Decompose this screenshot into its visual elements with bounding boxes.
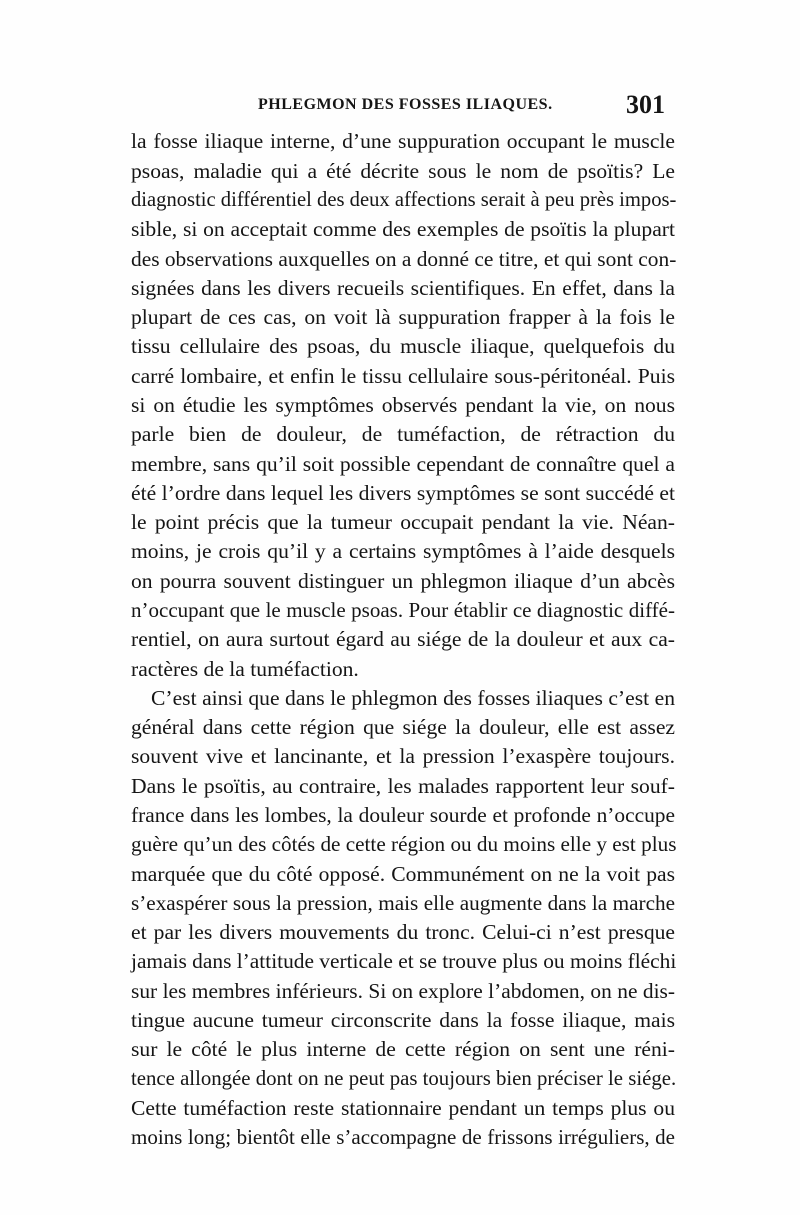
text-line: marquée que du côté opposé. Communément on ne la voit pas: [131, 862, 675, 886]
text-line: souvent vive et lancinante, et la pression l’exaspère toujours.: [131, 744, 675, 768]
text-line: sur le côté le plus interne de cette région on sent une réni-: [131, 1037, 675, 1061]
text-line: tingue aucune tumeur circonscrite dans la fosse iliaque, mais: [131, 1008, 675, 1032]
text-line: n’occupant que le muscle psoas. Pour établir ce diagnostic diffé-: [131, 598, 675, 622]
text-line: été l’ordre dans lequel les divers symptômes se sont succédé et: [131, 481, 675, 505]
text-line: france dans les lombes, la douleur sourde et profonde n’occupe: [131, 803, 675, 827]
running-head: PHLEGMON DES FOSSES ILIAQUES.: [258, 96, 553, 113]
text-line: signées dans les divers recueils scientifiques. En effet, dans la: [131, 276, 675, 300]
text-line: diagnostic différentiel des deux affections serait à peu près impos-: [131, 189, 677, 211]
text-line: on pourra souvent distinguer un phlegmon iliaque d’un abcès: [131, 569, 675, 593]
text-line: la fosse iliaque interne, d’une suppuration occupant le muscle: [131, 129, 675, 153]
text-line: Cette tuméfaction reste stationnaire pendant un temps plus ou: [131, 1096, 675, 1120]
page-number: 301: [626, 90, 665, 119]
text-line: Dans le psoïtis, au contraire, les malades rapportent leur souf-: [131, 774, 675, 798]
text-line: guère qu’un des côtés de cette région ou du moins elle y est plus: [131, 832, 677, 856]
text-line: rentiel, on aura surtout égard au siége de la douleur et aux ca-: [131, 627, 675, 651]
text-line: sible, si on acceptait comme des exemples de psoïtis la plupart: [131, 217, 675, 241]
text-line: C’est ainsi que dans le phlegmon des fosses iliaques c’est en: [151, 686, 675, 710]
text-line: parle bien de douleur, de tuméfaction, de rétraction du: [131, 422, 675, 446]
text-line: tence allongée dont on ne peut pas toujours bien préciser le siége.: [131, 1067, 677, 1090]
text-line: moins long; bientôt elle s’accompagne de frissons irréguliers, de: [131, 1125, 675, 1149]
text-line: tissu cellulaire des psoas, du muscle iliaque, quelquefois du: [131, 334, 675, 358]
text-line: ractères de la tuméfaction.: [131, 657, 359, 681]
text-line: sur les membres inférieurs. Si on explore l’abdomen, on ne dis-: [131, 979, 675, 1003]
text-line: si on étudie les symptômes observés pendant la vie, on nous: [131, 393, 675, 417]
text-line: et par les divers mouvements du tronc. Celui-ci n’est presque: [131, 920, 675, 944]
text-line: le point précis que la tumeur occupait pendant la vie. Néan-: [131, 510, 675, 534]
text-line: membre, sans qu’il soit possible cependant de connaître quel a: [131, 452, 675, 476]
text-line: jamais dans l’attitude verticale et se trouve plus ou moins fléchi: [131, 949, 677, 973]
text-line: carré lombaire, et enfin le tissu cellulaire sous-péritonéal. Puis: [131, 364, 675, 388]
text-line: des observations auxquelles on a donné ce titre, et qui sont con-: [131, 247, 677, 271]
text-line: moins, je crois qu’il y a certains symptômes à l’aide desquels: [131, 539, 675, 563]
text-line: plupart de ces cas, on voit là suppuration frapper à la fois le: [131, 305, 675, 329]
text-line: s’exaspérer sous la pression, mais elle augmente dans la marche: [131, 891, 675, 915]
text-line: psoas, maladie qui a été décrite sous le nom de psoïtis? Le: [131, 159, 675, 183]
text-line: général dans cette région que siége la douleur, elle est assez: [131, 715, 675, 739]
